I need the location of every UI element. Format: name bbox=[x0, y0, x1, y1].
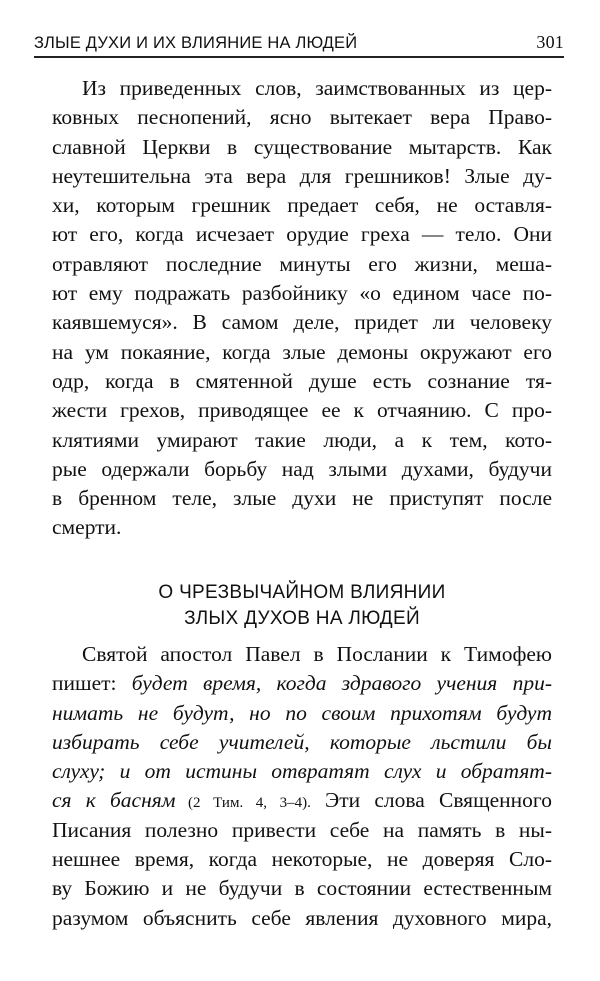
text-line: нешнее время, когда некоторые, не доверяя Сло- bbox=[52, 847, 552, 872]
scripture-quote: избирать себе учителей, которые льстили бы bbox=[52, 729, 552, 754]
scripture-quote: будет время, когда здравого учения при- bbox=[131, 671, 552, 696]
scripture-reference: (2 Тим. 4, 3–4). bbox=[175, 795, 311, 812]
text-line: Святой апостол Павел в Послании к Тимофею bbox=[82, 642, 552, 666]
text-line: неутешительна эта вера для грешников! Злые ду- bbox=[52, 163, 552, 188]
text-line: на ум покаяние, когда злые демоны окружают его bbox=[52, 339, 552, 364]
text-line: клятиями умирают такие люди, а к тем, кото- bbox=[52, 427, 552, 452]
text-line: ву Божию и не будучи в состоянии естественным bbox=[52, 876, 552, 901]
text-line: ковных песнопений, ясно вытекает вера Право- bbox=[52, 105, 552, 130]
text-line: хи, которым грешник предает себя, не оставля- bbox=[52, 193, 552, 218]
text-line: Писания полезно привести себе на память в ны- bbox=[52, 817, 552, 842]
text-line bbox=[52, 669, 552, 698]
text-line: ют ему подражать разбойнику «о едином часе по- bbox=[52, 281, 552, 306]
text-line bbox=[52, 786, 552, 815]
section-heading-line-2: ЗЛЫХ ДУХОВ НА ЛЮДЕЙ bbox=[184, 608, 420, 629]
text-line: отравляют последние минуты его жизни, меша- bbox=[52, 251, 552, 276]
scripture-quote: слуху; и от истины отвратят слух и обратят- bbox=[52, 759, 552, 784]
section-heading-line-1: О ЧРЕЗВЫЧАЙНОМ ВЛИЯНИИ bbox=[158, 582, 446, 603]
scripture-quote: нимать не будут, но по своим прихотям будут bbox=[52, 700, 552, 725]
paragraph-1 bbox=[52, 74, 552, 543]
text-line: в бренном теле, злые духи не приступят после bbox=[52, 486, 552, 511]
text-line: смерти. bbox=[52, 515, 122, 540]
text-line: рые одержали борьбу над злыми духами, будучи bbox=[52, 456, 552, 481]
text-line: ют его, когда исчезает орудие греха — тело. Они bbox=[52, 222, 552, 247]
page-number: 301 bbox=[536, 32, 564, 52]
scripture-quote: ся к басням bbox=[52, 788, 176, 813]
running-header bbox=[34, 30, 564, 58]
text-line: одр, когда в смятенной душе есть сознание тя- bbox=[52, 368, 552, 393]
text-line: жести грехов, приводящее ее к отчаянию. С про- bbox=[52, 398, 552, 423]
text-plain: Эти слова Священного bbox=[310, 788, 552, 813]
text-line: славной Церкви в существование мытарств. Как bbox=[52, 134, 552, 159]
running-title: ЗЛЫЕ ДУХИ И ИХ ВЛИЯНИЕ НА ЛЮДЕЙ bbox=[34, 34, 358, 52]
text-line: каявшемуся». В самом деле, придет ли человеку bbox=[52, 310, 552, 335]
paragraph-2 bbox=[52, 640, 552, 933]
section-heading bbox=[52, 580, 552, 632]
text-plain: пишет: bbox=[52, 671, 132, 696]
text-line: Из приведенных слов, заимствованных из цер- bbox=[82, 76, 552, 100]
text-line: разумом объяснить себе явления духовного мира, bbox=[52, 905, 552, 930]
